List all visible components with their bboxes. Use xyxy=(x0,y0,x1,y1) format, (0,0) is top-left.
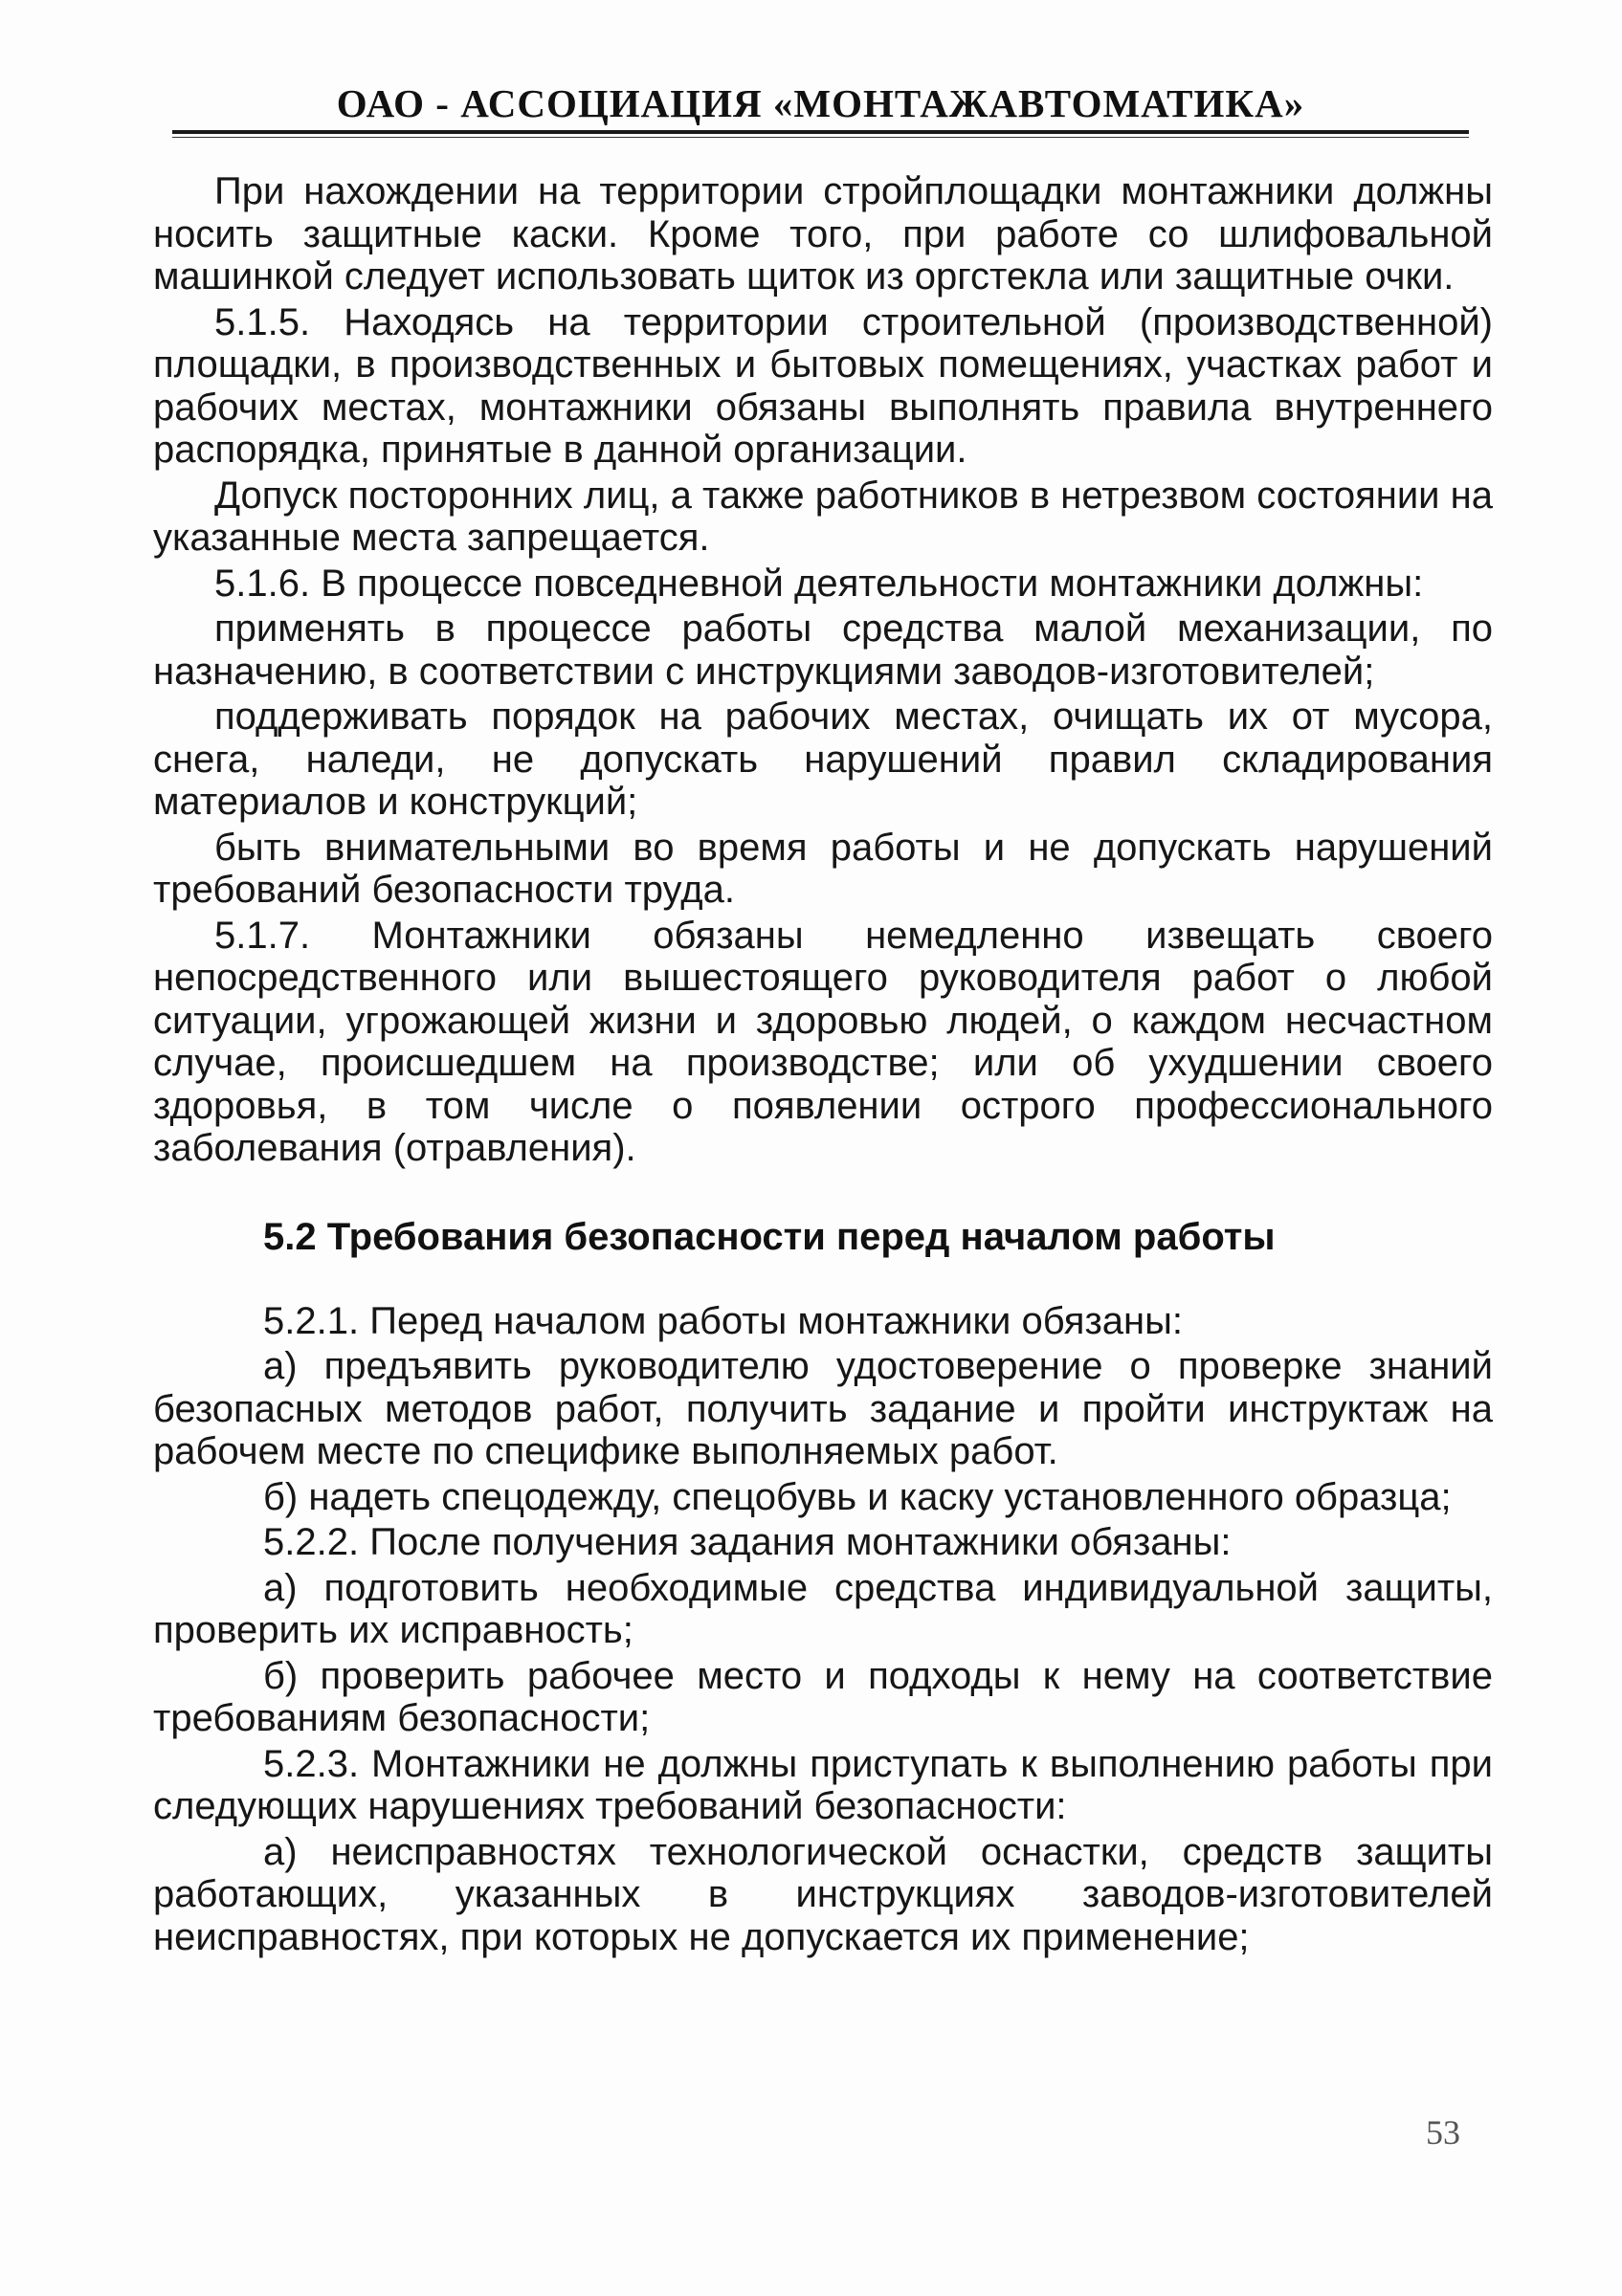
header-rule-thick xyxy=(172,130,1469,134)
paragraph: 5.2.1. Перед началом работы монтажники обязаны: xyxy=(263,1299,1183,1342)
paragraph: б) надеть спецодежду, спецобувь и каску установленного образца; xyxy=(263,1475,1452,1518)
header-title: ОАО - АССОЦИАЦИЯ «МОНТАЖАВТОМАТИКА» xyxy=(336,81,1305,125)
section-heading: 5.2 Требования безопасности перед началом работы xyxy=(263,1215,1276,1258)
paragraph: быть внимательными во время работы и не допускать нарушений требований безопасности труда. xyxy=(153,826,1493,911)
header-rule-thin xyxy=(172,137,1469,138)
page-header xyxy=(172,78,1469,128)
paragraph: При нахождении на территории стройплощадки монтажники должны носить защитные каски. Кроме того, при работе со шлифовальной машинкой следует использовать щиток из оргстекла или защитные очки. xyxy=(153,170,1493,298)
paragraph: применять в процессе работы средства малой механизации, по назначению, в соответствии с инструкциями заводов-изготовителей; xyxy=(153,607,1493,693)
paragraph: а) подготовить необходимые средства индивидуальной защиты, проверить их исправность; xyxy=(153,1566,1493,1651)
paragraph: 5.1.7. Монтажники обязаны немедленно извещать своего непосредственного или вышестоящего руководителя работ о любой ситуации, угрожающей жизни и здоровью людей, о каждом несчастном случае, происшедшем на производстве; или об ухудшении своего здоровья, в том числе о появлении острого профессионального заболевания (отравления). xyxy=(153,914,1493,1169)
body-text xyxy=(153,170,1493,1961)
page-number: 53 xyxy=(1426,2113,1460,2152)
paragraph: б) проверить рабочее место и подходы к нему на соответствие требованиям безопасности; xyxy=(153,1654,1493,1739)
paragraph: а) неисправностях технологической оснастки, средств защиты работающих, указанных в инструкциях заводов-изготовителей неисправностях, при которых не допускается их применение; xyxy=(153,1830,1493,1958)
paragraph: 5.1.6. В процессе повседневной деятельности монтажники должны: xyxy=(214,562,1424,605)
paragraph: 5.2.3. Монтажники не должны приступать к выполнению работы при следующих нарушениях требований безопасности: xyxy=(153,1742,1493,1827)
paragraph: поддерживать порядок на рабочих местах, очищать их от мусора, снега, наледи, не допускать нарушений правил складирования материалов и конструкций; xyxy=(153,695,1493,823)
paragraph: а) предъявить руководителю удостоверение о проверке знаний безопасных методов работ, получить задание и пройти инструктаж на рабочем месте по специфике выполняемых работ. xyxy=(153,1345,1493,1472)
paragraph: 5.1.5. Находясь на территории строительной (производственной) площадки, в производственных и бытовых помещениях, участках работ и рабочих местах, монтажники обязаны выполнять правила внутреннего распорядка, принятые в данной организации. xyxy=(153,300,1493,471)
paragraph: 5.2.2. После получения задания монтажники обязаны: xyxy=(263,1521,1232,1563)
paragraph: Допуск посторонних лиц, а также работников в нетрезвом состоянии на указанные места запрещается. xyxy=(153,474,1493,559)
